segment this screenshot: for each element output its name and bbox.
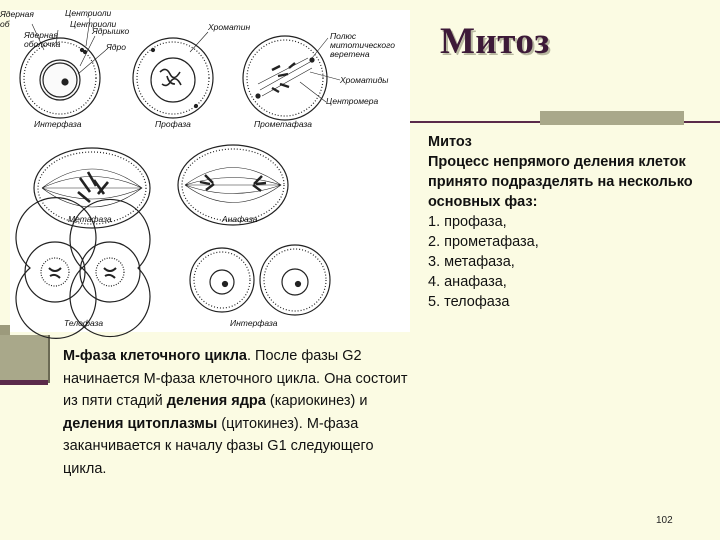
accent-bar-right <box>540 111 684 125</box>
cell-anaphase <box>178 145 288 225</box>
stage-label-prophase: Профаза <box>155 119 191 129</box>
right-lead: Процесс непрямого деления клеток принято подразделять на несколько основных фаз: <box>428 154 693 210</box>
stage-label-interphase-2: Интерфаза <box>230 318 278 328</box>
label-centrioles-top: Центриоли <box>65 8 112 18</box>
phase-item: 3. метафаза, <box>428 254 515 270</box>
m-phase-term: М-фаза клеточного цикла <box>63 348 247 364</box>
label-spindle-pole: Полюс митотического веретена <box>330 31 395 59</box>
slide-title: Митоз <box>440 21 550 62</box>
accent-square-small <box>0 325 10 335</box>
phase-item: 2. прометафаза, <box>428 234 539 250</box>
label-nuclear-membrane: Ядерная оболочка <box>24 30 61 49</box>
cell-prophase <box>133 38 213 118</box>
cell-interphase-daughters <box>190 245 330 315</box>
page-number: 102 <box>656 515 673 526</box>
phase-item: 5. телофаза <box>428 294 510 310</box>
right-heading: Митоз <box>428 134 472 150</box>
label-nuclear-partial: Ядерная <box>0 9 34 19</box>
stage-label-prometaphase: Прометафаза <box>254 119 313 129</box>
label-nucleolus: Ядрышко <box>92 26 130 36</box>
bold-cytokinesis: деления цитоплазмы <box>63 415 218 432</box>
stage-label-anaphase: Анафаза <box>222 214 258 224</box>
stage-label-interphase: Интерфаза <box>34 119 82 129</box>
stage-label-telophase: Телофаза <box>64 318 104 328</box>
phase-item: 1. профаза, <box>428 214 507 230</box>
mitosis-diagram <box>0 8 410 332</box>
bold-karyokinesis: деления ядра <box>166 393 266 409</box>
phase-item: 4. анафаза, <box>428 274 507 290</box>
label-centromere: Центромера <box>326 96 379 106</box>
label-ob-partial: об <box>0 19 10 29</box>
label-centrioles: Центриоли <box>70 19 117 29</box>
right-text-block <box>428 132 708 312</box>
bottom-text-part-3: (цитокинез). М-фаза заканчивается к началу фазы G1 следующего цикла. <box>63 415 374 477</box>
stage-label-metaphase: Метафаза <box>68 214 112 224</box>
bottom-text-part-1: . После фазы G2 начинается М-фаза клеточного цикла. Она состоит из пяти стадий <box>63 348 408 409</box>
accent-bar-left <box>0 380 48 385</box>
label-nucleus: Ядро <box>106 42 126 52</box>
label-chromatin: Хроматин <box>208 22 251 32</box>
bottom-text-part-2: (кариокинез) и <box>265 393 368 409</box>
cell-prometaphase <box>243 36 327 120</box>
bottom-text-block <box>63 345 418 480</box>
label-chromatids: Хроматиды <box>340 75 389 85</box>
accent-square-left <box>0 335 50 383</box>
